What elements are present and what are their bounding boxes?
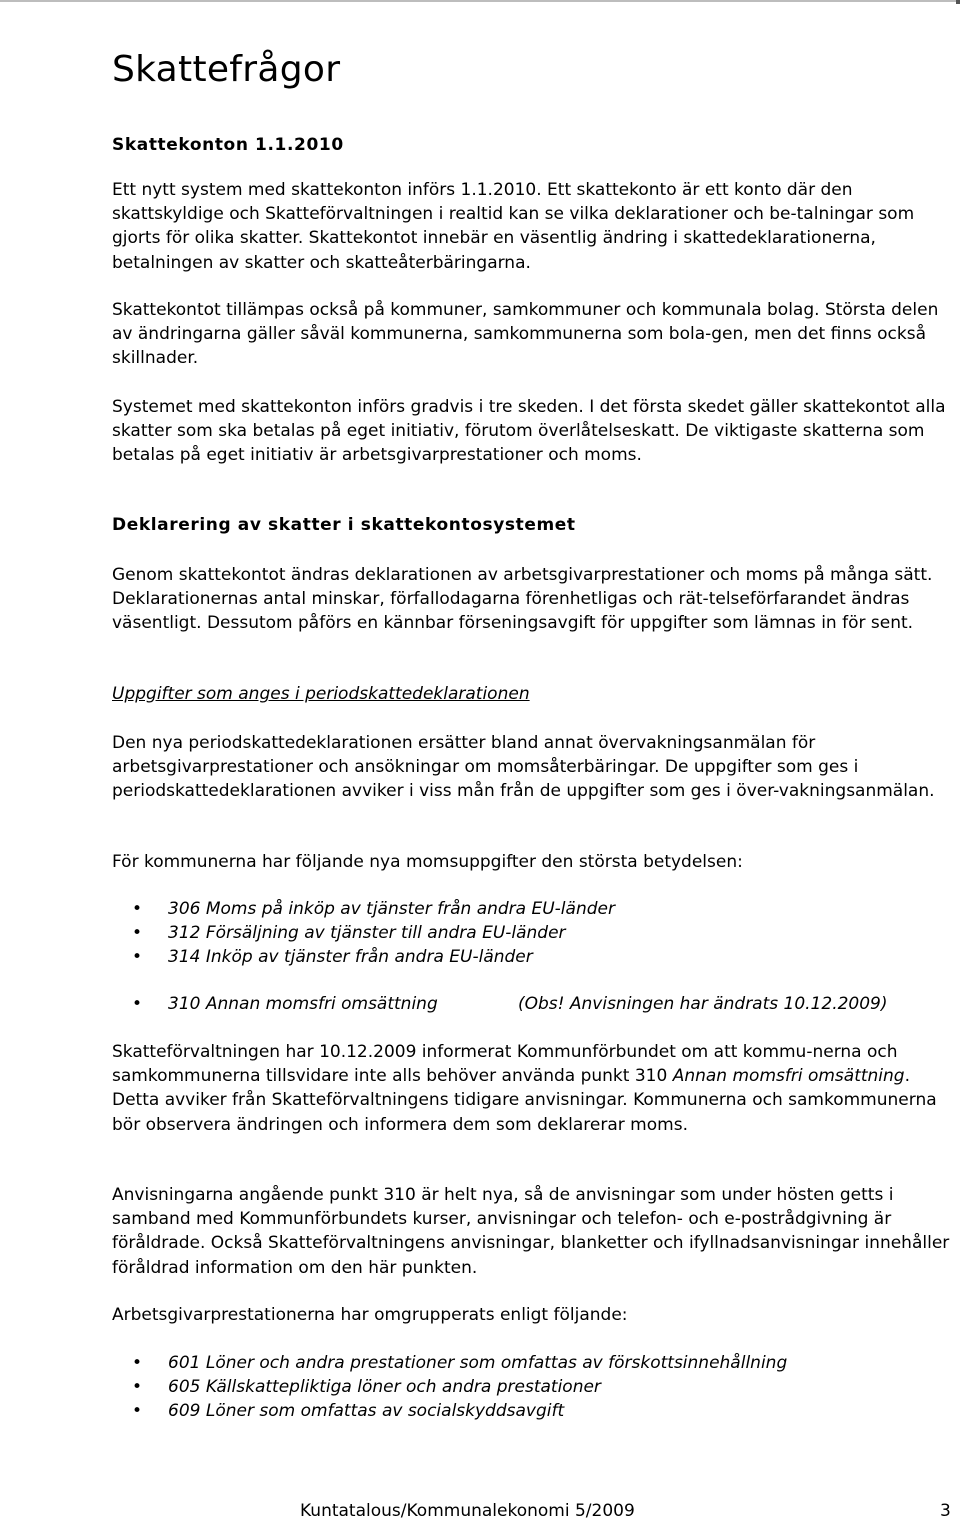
list-item-310: [112, 992, 952, 1016]
page-title: Skattefrågor: [112, 49, 341, 90]
list-item-text: 306 Moms på inköp av tjänster från andra EU-länder: [168, 899, 615, 919]
bullet-icon: •: [132, 1377, 143, 1397]
page-number: 3: [940, 1501, 951, 1521]
paragraph-emphasis: Annan momsfri omsättning: [672, 1066, 905, 1087]
arbetsgivar-list: [112, 1351, 952, 1423]
paragraph-momsuppgifter: För kommunerna har följande nya momsuppgifter den största betydelsen:: [112, 852, 743, 872]
bullet-icon: •: [132, 994, 143, 1014]
list-item-text: 314 Inköp av tjänster från andra EU-länder: [168, 947, 533, 967]
list-item: [112, 945, 952, 969]
bullet-icon: •: [132, 923, 143, 943]
paragraph-kommuner: Skattekontot tillämpas också på kommuner, samkommuner och kommunala bolag. Största delen av ändringarna gäller såväl kommunerna, samkommunerna som bola-gen, men det finns också skillnader.: [112, 300, 939, 369]
list-item: [112, 921, 952, 945]
paragraph-text: . Detta avviker från Skatteförvaltningens tidigare anvisningar. Kommunerna och samkommunerna bör observera ändringen och informera dem som deklarerar moms.: [112, 1066, 937, 1135]
paragraph-text: Skatteförvaltningen har 10.12.2009 informerat Kommunförbundet om att kommu-nerna och samkommunerna tillsvidare inte alls behöver använda punkt 310: [112, 1042, 898, 1087]
section-heading-deklarering: Deklarering av skatter i skattekontosystemet: [112, 515, 576, 535]
bullet-icon: •: [132, 947, 143, 967]
list-item: [112, 897, 952, 921]
subheading-periodskattedeklaration: Uppgifter som anges i periodskattedeklarationen: [112, 684, 530, 704]
list-item-text: 601 Löner och andra prestationer som omfattas av förskottsinnehållning: [168, 1353, 788, 1373]
paragraph-310-information: [112, 1040, 952, 1137]
list-item: [112, 1399, 952, 1423]
bullet-icon: •: [132, 899, 143, 919]
paragraph-deklarering: Genom skattekontot ändras deklarationen av arbetsgivarprestationer och moms på många sätt. Deklarationernas antal minskar, förfallodagarna förenhetligas och rät-telseförfarandet ändras väsentligt. Dessutom påförs en kännbar förseningsavgift för uppgifter som lämnas in för sent.: [112, 565, 933, 634]
list-item-text: 312 Försäljning av tjänster till andra EU-länder: [168, 923, 566, 943]
list-item-note: (Obs! Anvisningen har ändrats 10.12.2009): [518, 994, 888, 1014]
paragraph-intro: Ett nytt system med skattekonton införs 1.1.2010. Ett skattekonto är ett konto där den skattskyldige och Skatteförvaltningen i realtid kan se vilka deklarationer och be-talningar som gjorts för olika skatter. Skattekontot innebär en väsentlig ändring i skattedeklarationerna, betalningen av skatter och skatteåterbäringarna.: [112, 180, 915, 273]
list-item-text: 605 Källskattepliktiga löner och andra prestationer: [168, 1377, 601, 1397]
bullet-icon: •: [132, 1353, 143, 1373]
section-heading-skattekonton: Skattekonton 1.1.2010: [112, 135, 344, 155]
paragraph-periodskattedeklaration: Den nya periodskattedeklarationen ersätter bland annat övervakningsanmälan för arbetsgivarprestationer och ansökningar om momsåterbäringar. De uppgifter som ges i periodskattedeklarationen avviker i viss mån från de uppgifter som ges i över-vakningsanmälan.: [112, 733, 935, 802]
top-rule: [0, 0, 960, 2]
paragraph-anvisningar: Anvisningarna angående punkt 310 är helt nya, så de anvisningar som under hösten getts i samband med Kommunförbundets kurser, anvisningar och telefon- och e-postrådgivning är föråldrade. Också Skatteförvaltningens anvisningar, blanketter och ifyllnadsanvisningar innehåller föråldrad information om den här punkten.: [112, 1185, 950, 1278]
list-item-text: 609 Löner som omfattas av socialskyddsavgift: [168, 1401, 565, 1421]
paragraph-gradvis: Systemet med skattekonton införs gradvis i tre skeden. I det första skedet gäller skattekontot alla skatter som ska betalas på eget initiativ, förutom överlåtelseskatt. De viktigaste skatterna som betalas på eget initiativ är arbetsgivarprestationer och moms.: [112, 397, 946, 466]
corner-mark: [956, 0, 960, 4]
list-item-text: 310 Annan momsfri omsättning: [168, 994, 438, 1014]
momsuppgifter-list: [112, 897, 952, 969]
list-item: [112, 1375, 952, 1399]
footer-publication: Kuntatalous/Kommunalekonomi 5/2009: [300, 1501, 635, 1521]
list-item: [112, 1351, 952, 1375]
bullet-icon: •: [132, 1401, 143, 1421]
moms-310-list: [112, 992, 952, 1016]
paragraph-arbetsgivarprestationer: Arbetsgivarprestationerna har omgrupperats enligt följande:: [112, 1305, 628, 1325]
